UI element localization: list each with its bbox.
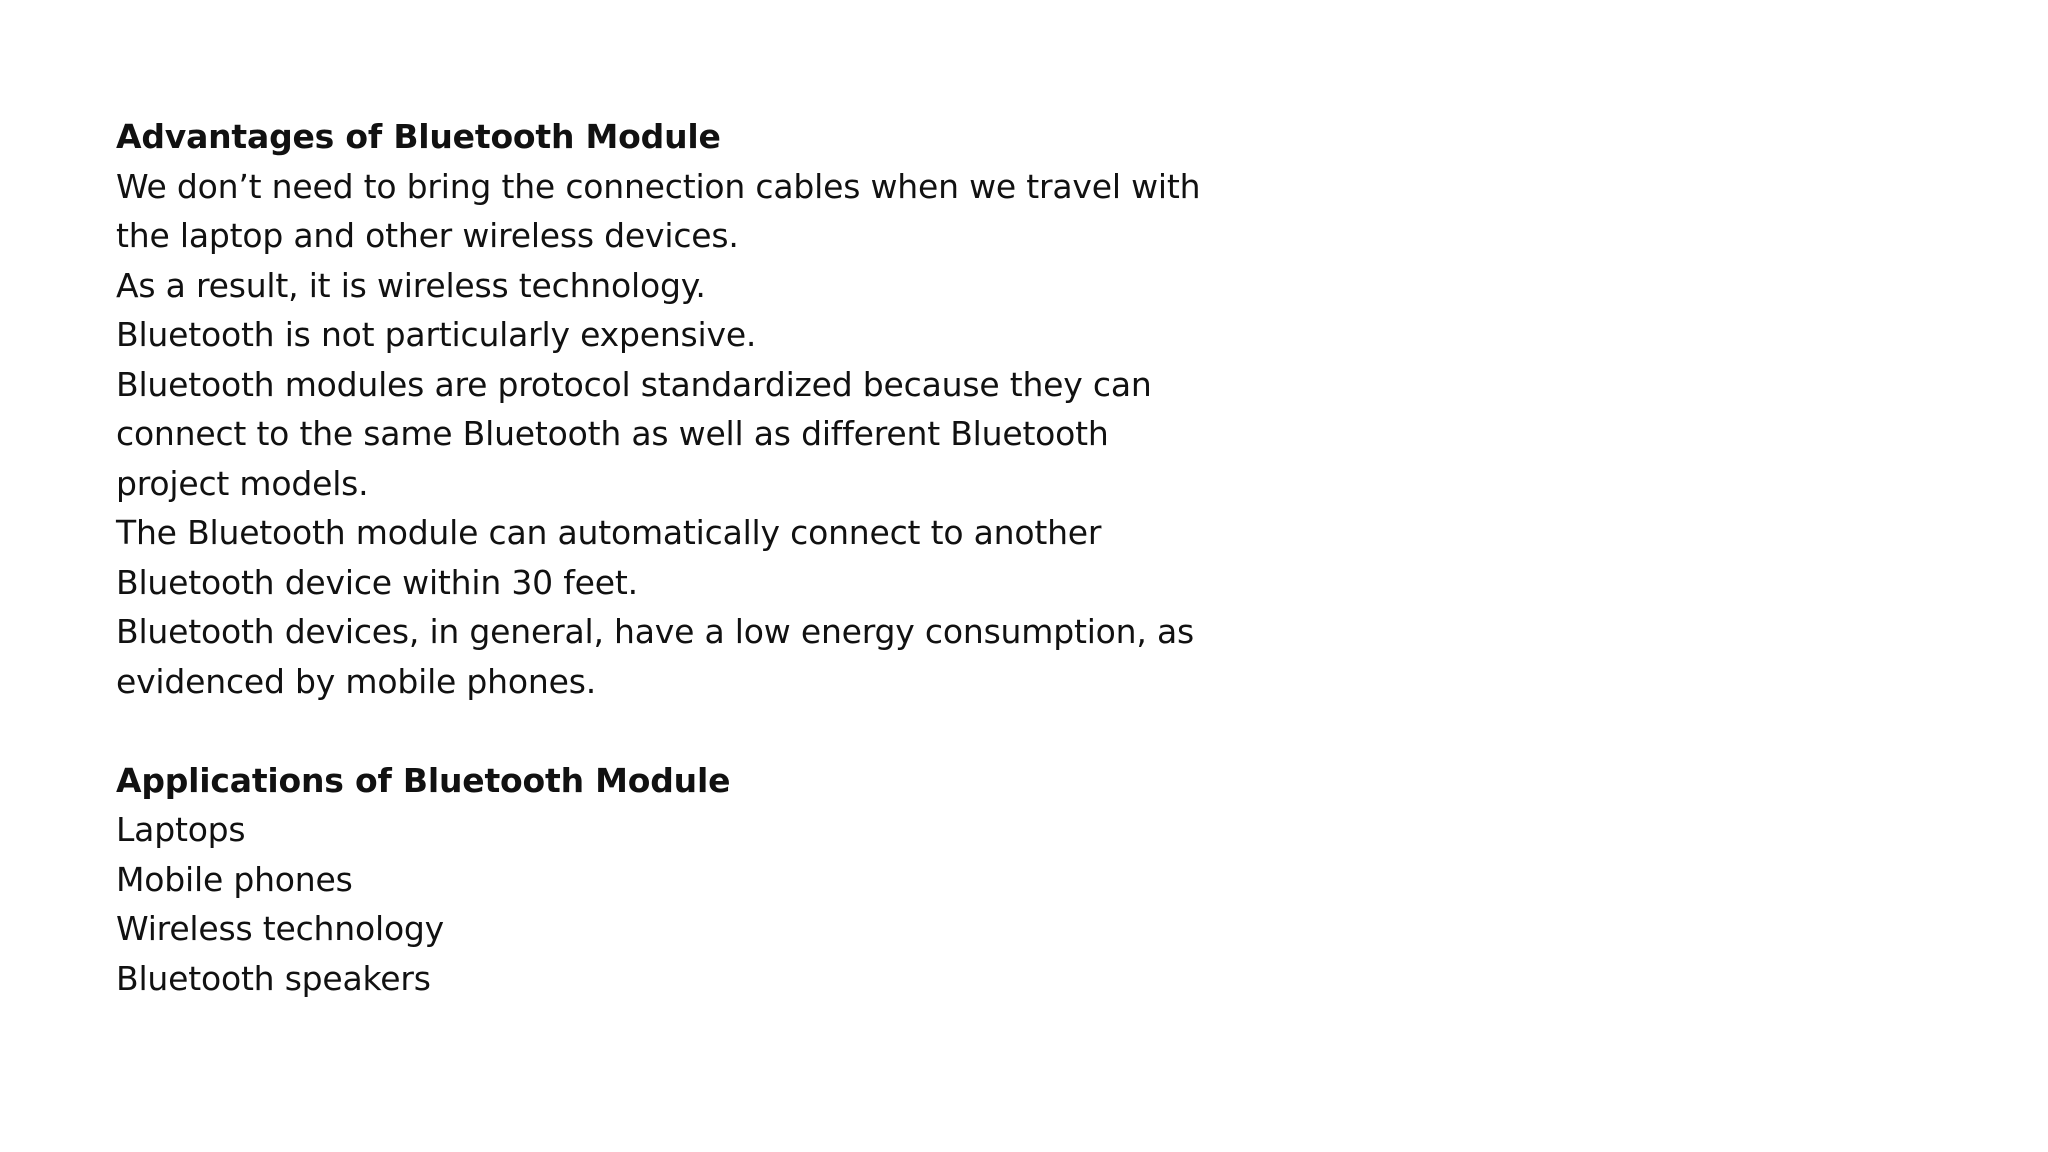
section-spacer xyxy=(116,706,1256,756)
advantages-line: As a result, it is wireless technology. xyxy=(116,265,706,305)
advantages-line: The Bluetooth module can automatically connect to another xyxy=(116,513,1102,552)
advantages-heading: Advantages of Bluetooth Module xyxy=(116,117,721,156)
advantages-line: connect to the same Bluetooth as well as different Bluetooth xyxy=(116,414,1109,453)
applications-section xyxy=(116,756,1256,1004)
advantages-line: Bluetooth modules are protocol standardized because they can xyxy=(116,364,1152,404)
applications-item: Wireless technology xyxy=(116,909,445,948)
applications-heading: Applications of Bluetooth Module xyxy=(116,760,731,800)
applications-item: Laptops xyxy=(116,810,246,849)
applications-item: Bluetooth speakers xyxy=(116,958,431,998)
advantages-section xyxy=(116,112,1256,706)
advantages-line: Bluetooth devices, in general, have a low energy consumption, as xyxy=(116,612,1194,651)
advantages-line: the laptop and other wireless devices. xyxy=(116,216,739,255)
advantages-line: Bluetooth device within 30 feet. xyxy=(116,562,638,602)
applications-item: Mobile phones xyxy=(116,859,353,899)
advantages-line: Bluetooth is not particularly expensive. xyxy=(116,315,757,354)
advantages-line: We don’t need to bring the connection cables when we travel with xyxy=(116,166,1201,206)
advantages-line: evidenced by mobile phones. xyxy=(116,661,596,701)
advantages-line: project models. xyxy=(116,463,369,503)
document-body xyxy=(116,112,1256,1003)
